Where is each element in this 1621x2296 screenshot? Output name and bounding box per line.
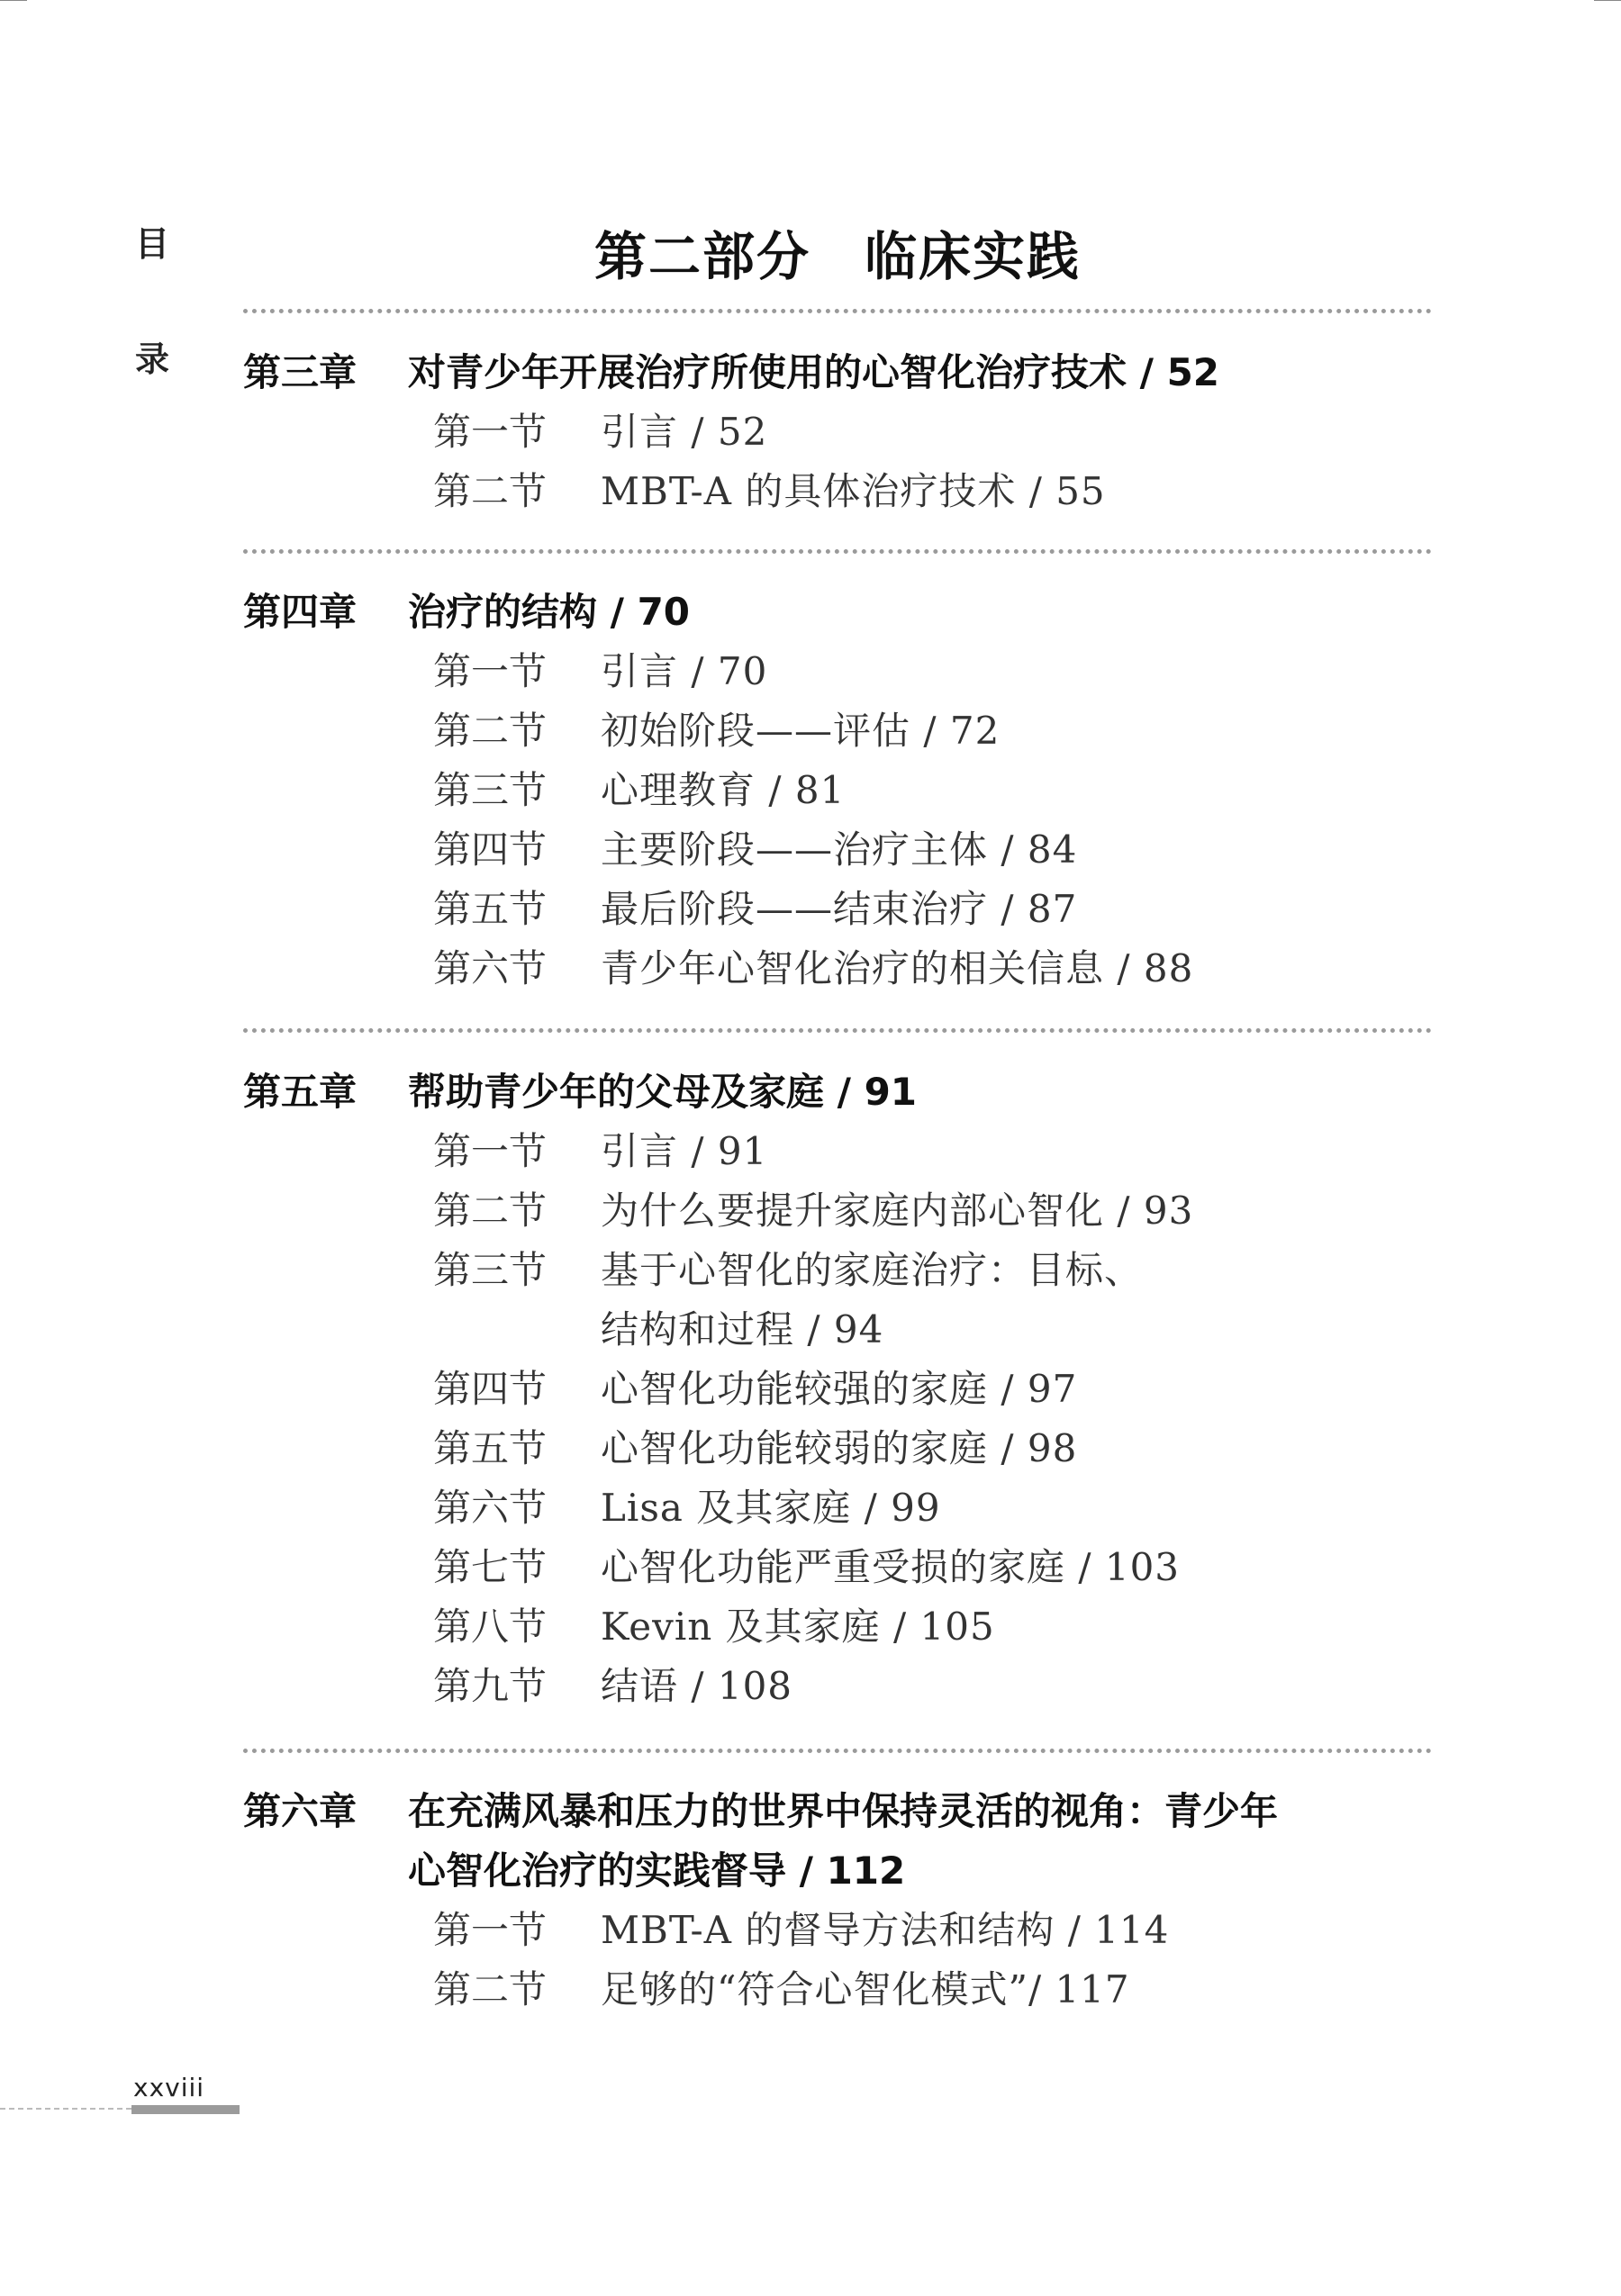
section-title: 引言 / 70 bbox=[601, 649, 768, 693]
section-label: 第七节 bbox=[433, 1545, 548, 1589]
page-footer-rule bbox=[0, 2108, 131, 2110]
chapter-title: 在充满风暴和压力的世界中保持灵活的视角：青少年 bbox=[408, 1789, 1279, 1833]
section-title: 引言 / 52 bbox=[601, 410, 768, 454]
section-title: 引言 / 91 bbox=[601, 1129, 768, 1173]
section-label: 第二节 bbox=[433, 709, 548, 753]
chapter-label: 第三章 bbox=[243, 350, 358, 394]
chapter-heading bbox=[243, 583, 1432, 642]
section-title: 基于心智化的家庭治疗：目标、 bbox=[601, 1248, 1144, 1292]
section-entry bbox=[243, 1901, 1432, 1960]
section-label: 第三节 bbox=[433, 1248, 548, 1292]
section-title: 为什么要提升家庭内部心智化 / 93 bbox=[601, 1189, 1194, 1233]
chapter-label: 第六章 bbox=[243, 1789, 358, 1833]
section-title: MBT-A 的具体治疗技术 / 55 bbox=[601, 469, 1106, 513]
section-entry bbox=[243, 1960, 1432, 2020]
section-entry bbox=[243, 1478, 1432, 1538]
section-label: 第五节 bbox=[433, 1426, 548, 1470]
chapter-divider bbox=[243, 549, 1432, 554]
side-label-mu: 目 bbox=[135, 224, 170, 264]
chapter-label: 第四章 bbox=[243, 590, 358, 634]
section-label: 第六节 bbox=[433, 946, 548, 990]
chapter-divider bbox=[243, 309, 1432, 313]
section-title: Kevin 及其家庭 / 105 bbox=[601, 1604, 995, 1649]
chapter-heading bbox=[243, 343, 1432, 402]
section-label: 第一节 bbox=[433, 410, 548, 454]
chapter-4 bbox=[243, 583, 1432, 999]
section-entry bbox=[243, 880, 1432, 939]
crop-mark-right bbox=[1594, 0, 1621, 1]
section-entry bbox=[243, 1360, 1432, 1419]
section-label: 第三节 bbox=[433, 768, 548, 812]
section-title: 心智化功能较强的家庭 / 97 bbox=[601, 1367, 1078, 1411]
section-label: 第一节 bbox=[433, 649, 548, 693]
section-entry bbox=[243, 820, 1432, 880]
section-title: 结构和过程 / 94 bbox=[601, 1307, 884, 1351]
section-label: 第九节 bbox=[433, 1664, 548, 1708]
section-entry bbox=[243, 462, 1432, 521]
section-label bbox=[433, 1300, 601, 1360]
section-title: 心理教育 / 81 bbox=[601, 768, 846, 812]
section-entry bbox=[243, 1657, 1432, 1716]
section-entry bbox=[243, 1122, 1432, 1181]
section-entry bbox=[243, 1597, 1432, 1657]
chapter-label bbox=[243, 1841, 408, 1901]
chapter-heading bbox=[243, 1782, 1432, 1841]
section-entry bbox=[243, 1419, 1432, 1478]
side-label-lu: 录 bbox=[135, 339, 170, 379]
chapter-title: 对青少年开展治疗所使用的心智化治疗技术 / 52 bbox=[408, 350, 1220, 394]
crop-mark-left bbox=[0, 0, 27, 1]
section-title: Lisa 及其家庭 / 99 bbox=[601, 1486, 941, 1530]
section-entry bbox=[243, 701, 1432, 761]
chapter-title: 帮助青少年的父母及家庭 / 91 bbox=[408, 1070, 918, 1114]
section-label: 第二节 bbox=[433, 1967, 548, 2011]
chapter-heading bbox=[243, 1062, 1432, 1122]
page-number-bar bbox=[131, 2105, 240, 2114]
chapter-title: 心智化治疗的实践督导 / 112 bbox=[408, 1849, 906, 1893]
part-title: 第二部分 临床实践 bbox=[593, 226, 1081, 287]
section-title: MBT-A 的督导方法和结构 / 114 bbox=[601, 1908, 1170, 1952]
section-entry bbox=[243, 939, 1432, 999]
chapter-divider bbox=[243, 1028, 1432, 1033]
chapter-title: 治疗的结构 / 70 bbox=[408, 590, 691, 634]
section-label: 第四节 bbox=[433, 1367, 548, 1411]
section-entry bbox=[243, 1538, 1432, 1597]
section-title: 初始阶段——评估 / 72 bbox=[601, 709, 1001, 753]
section-label: 第一节 bbox=[433, 1129, 548, 1173]
section-title: 足够的“符合心智化模式”/ 117 bbox=[601, 1967, 1130, 2011]
section-label: 第二节 bbox=[433, 469, 548, 513]
section-entry bbox=[243, 1300, 1432, 1360]
section-title: 主要阶段——治疗主体 / 84 bbox=[601, 827, 1078, 872]
chapter-label: 第五章 bbox=[243, 1070, 358, 1114]
section-label: 第二节 bbox=[433, 1189, 548, 1233]
chapter-heading bbox=[243, 1841, 1432, 1901]
section-label: 第六节 bbox=[433, 1486, 548, 1530]
section-entry bbox=[243, 1241, 1432, 1300]
section-label: 第一节 bbox=[433, 1908, 548, 1952]
chapter-3 bbox=[243, 343, 1432, 521]
section-label: 第八节 bbox=[433, 1604, 548, 1649]
section-entry bbox=[243, 761, 1432, 820]
section-title: 青少年心智化治疗的相关信息 / 88 bbox=[601, 946, 1194, 990]
section-label: 第四节 bbox=[433, 827, 548, 872]
chapter-6 bbox=[243, 1782, 1432, 2020]
page-number: xxviii bbox=[133, 2073, 205, 2102]
chapter-5 bbox=[243, 1062, 1432, 1716]
chapter-divider bbox=[243, 1749, 1432, 1753]
section-entry bbox=[243, 1181, 1432, 1241]
section-entry bbox=[243, 402, 1432, 462]
section-title: 心智化功能严重受损的家庭 / 103 bbox=[601, 1545, 1181, 1589]
section-label: 第五节 bbox=[433, 887, 548, 931]
section-title: 心智化功能较弱的家庭 / 98 bbox=[601, 1426, 1078, 1470]
section-title: 结语 / 108 bbox=[601, 1664, 793, 1708]
section-title: 最后阶段——结束治疗 / 87 bbox=[601, 887, 1078, 931]
section-entry bbox=[243, 642, 1432, 701]
